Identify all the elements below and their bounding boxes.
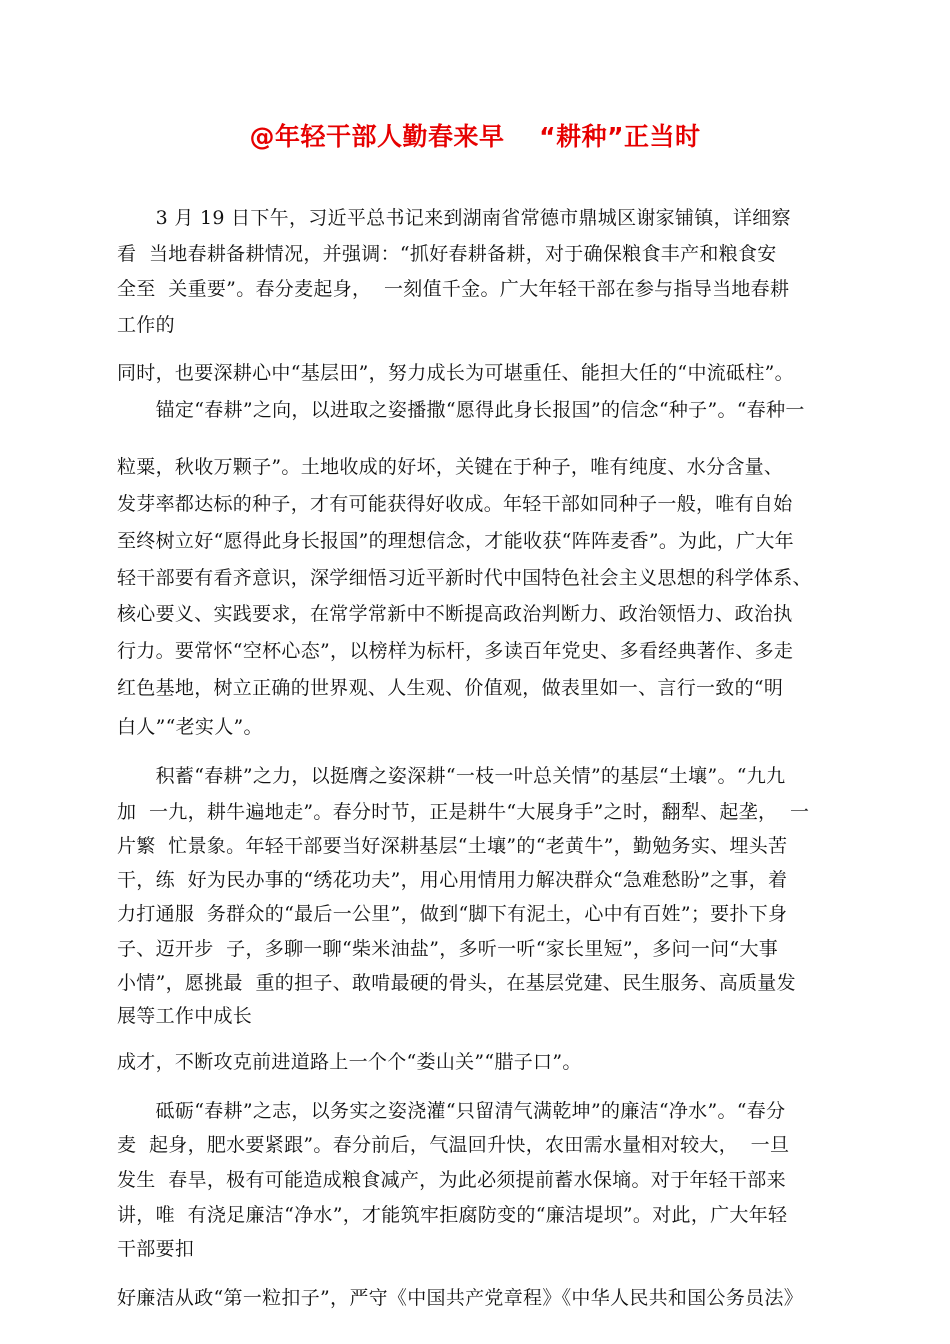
paragraph-line: 发生 春旱，极有可能造成粮食减产，为此必须提前蓄水保墒。对于年轻干部来 (117, 1169, 786, 1191)
paragraph-line: 展等工作中成长 (117, 1005, 253, 1027)
paragraph-line: 干，练 好为民办事的“绣花功夫”，用心用情用力解决群众“急难愁盼”之事，着 (117, 869, 788, 891)
paragraph-line: 加 一九，耕牛遍地走”。春分时节，正是耕牛“大展身手”之时，翻犁、起垄， 一 (117, 801, 810, 823)
article-title: @年轻干部人勤春来早 “耕种”正当时 (249, 122, 701, 151)
paragraph-line: 积蓄“春耕”之力，以挺膺之姿深耕“一枝一叶总关情”的基层“土壤”。“九九 (117, 765, 786, 787)
paragraph-line: 核心要义、实践要求，在常学常新中不断提高政治判断力、政治领悟力、政治执 (117, 603, 793, 625)
paragraph-line: 轻干部要有看齐意识，深学细悟习近平新时代中国特色社会主义思想的科学体系、 (117, 567, 812, 589)
paragraph-line: 讲，唯 有浇足廉洁“净水”，才能筑牢拒腐防变的“廉洁堤坝”。对此，广大年轻 (117, 1204, 788, 1226)
paragraph-line: 工作的 (117, 314, 175, 336)
paragraph-line: 粒粟，秋收万颗子”。土地收成的好坏，关键在于种子，唯有纯度、水分含量、 (117, 456, 784, 478)
paragraph-line: 行力。要常怀“空杯心态”，以榜样为标杆，多读百年党史、多看经典著作、多走 (117, 640, 794, 662)
paragraph-line: 砥砺“春耕”之志，以务实之姿浇灌“只留清气满乾坤”的廉洁“净水”。“春分 (117, 1100, 786, 1122)
paragraph-line: 白人”“老实人”。 (117, 716, 263, 738)
paragraph-line: 好廉洁从政“第一粒扣子”，严守《中国共产党章程》《中华人民共和国公务员法》 (117, 1287, 804, 1309)
paragraph-line: 红色基地，树立正确的世界观、人生观、价值观，做表里如一、言行一致的“明 (117, 677, 784, 699)
paragraph-line: 看 当地春耕备耕情况，并强调：“抓好春耕备耕，对于确保粮食丰产和粮食安 (117, 243, 777, 265)
paragraph-line: 小情”，愿挑最 重的担子、敢啃最硬的骨头，在基层党建、民生服务、高质量发 (117, 972, 796, 994)
paragraph-line: 片繁 忙景象。年轻干部要当好深耕基层“土壤”的“老黄牛”，勤勉务实、埋头苦 (117, 835, 788, 857)
paragraph-line: 同时，也要深耕心中“基层田”，努力成长为可堪重任、能担大任的“中流砥柱”。 (117, 362, 794, 384)
paragraph-line: 全至 关重要”。春分麦起身， 一刻值千金。广大年轻干部在参与指导当地春耕 (117, 278, 790, 300)
paragraph-line: 子、迈开步 子，多聊一聊“柴米油盐”，多听一听“家长里短”，多问一问“大事 (117, 938, 779, 960)
paragraph-line: 3 月 19 日下午，习近平总书记来到湖南省常德市鼎城区谢家铺镇，详细察 (117, 207, 791, 229)
paragraph-line: 力打通服 务群众的“最后一公里”，做到“脚下有泥土，心中有百姓”；要扑下身 (117, 903, 788, 925)
paragraph-line: 麦 起身，肥水要紧跟”。春分前后，气温回升快，农田需水量相对较大， 一旦 (117, 1134, 790, 1156)
paragraph-line: 成才，不断攻克前进道路上一个个“娄山关”“腊子口”。 (117, 1051, 582, 1073)
paragraph-line: 发芽率都达标的种子，才有可能获得好收成。年轻干部如同种子一般，唯有自始 (117, 493, 793, 515)
paragraph-line: 至终树立好“愿得此身长报国”的理想信念，才能收获“阵阵麦香”。为此，广大年 (117, 530, 794, 552)
paragraph-line: 干部要扣 (117, 1238, 195, 1260)
paragraph-line: 锚定“春耕”之向，以进取之姿播撒“愿得此身长报国”的信念“种子”。“春种一 (117, 399, 805, 421)
